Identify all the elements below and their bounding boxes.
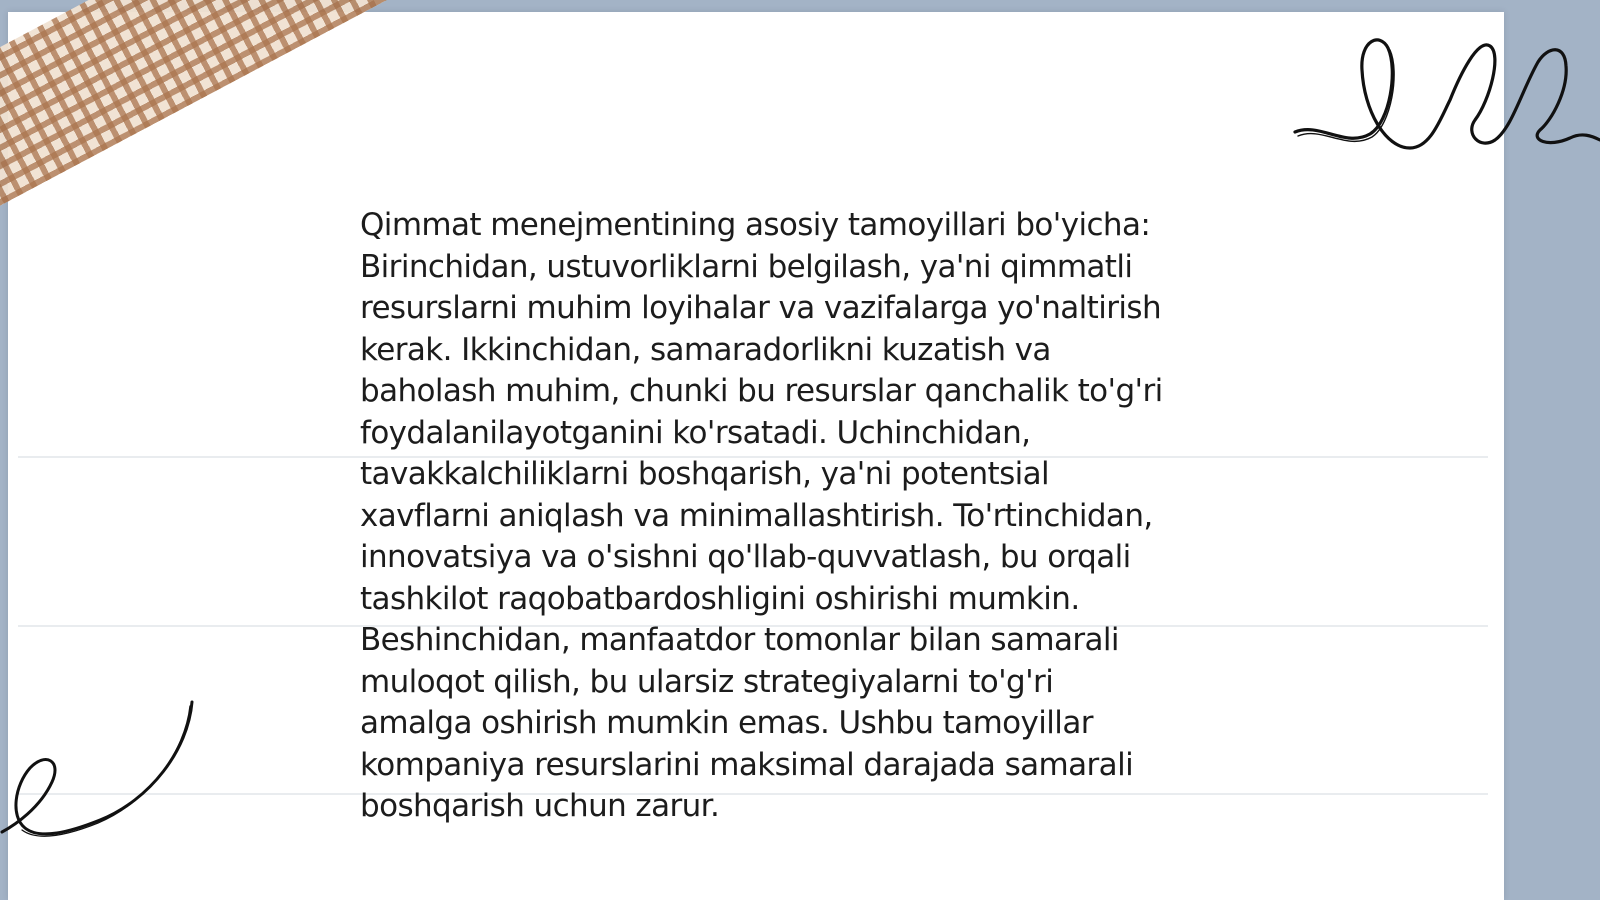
plaid-tape-strip: [0, 0, 523, 219]
loop-scribble-icon: [1290, 30, 1600, 170]
main-paragraph: Qimmat menejmentining asosiy tamoyillari bo'yicha: Birinchidan, ustuvorliklarni belgilash, ya'ni qimmatli resurslarni muhim loyihalar va vazifalarga yo'naltirish kerak. Ikkinchidan, samaradorlikni kuzatish va baholash muhim, chunki bu resurslar qanchalik to'g'ri foydalanilayotganini ko'rsatadi. Uchinchidan, tavakkalchiliklarni boshqarish, ya'ni potentsial xavflarni aniqlash va minimallashtirish. To'rtinchidan, innovatsiya va o'sishni qo'llab-quvvatlash, bu orqali tashkilot raqobatbardoshligini oshirishi mumkin. Beshinchidan, manfaatdor tomonlar bilan samarali muloqot qilish, bu ularsiz strategiyalarni to'g'ri amalga oshirish mumkin emas. Ushbu tamoyillar kompaniya resurslarini maksimal darajada samarali boshqarish uchun zarur.: [360, 207, 1163, 824]
swirl-scribble-icon: [0, 690, 200, 850]
